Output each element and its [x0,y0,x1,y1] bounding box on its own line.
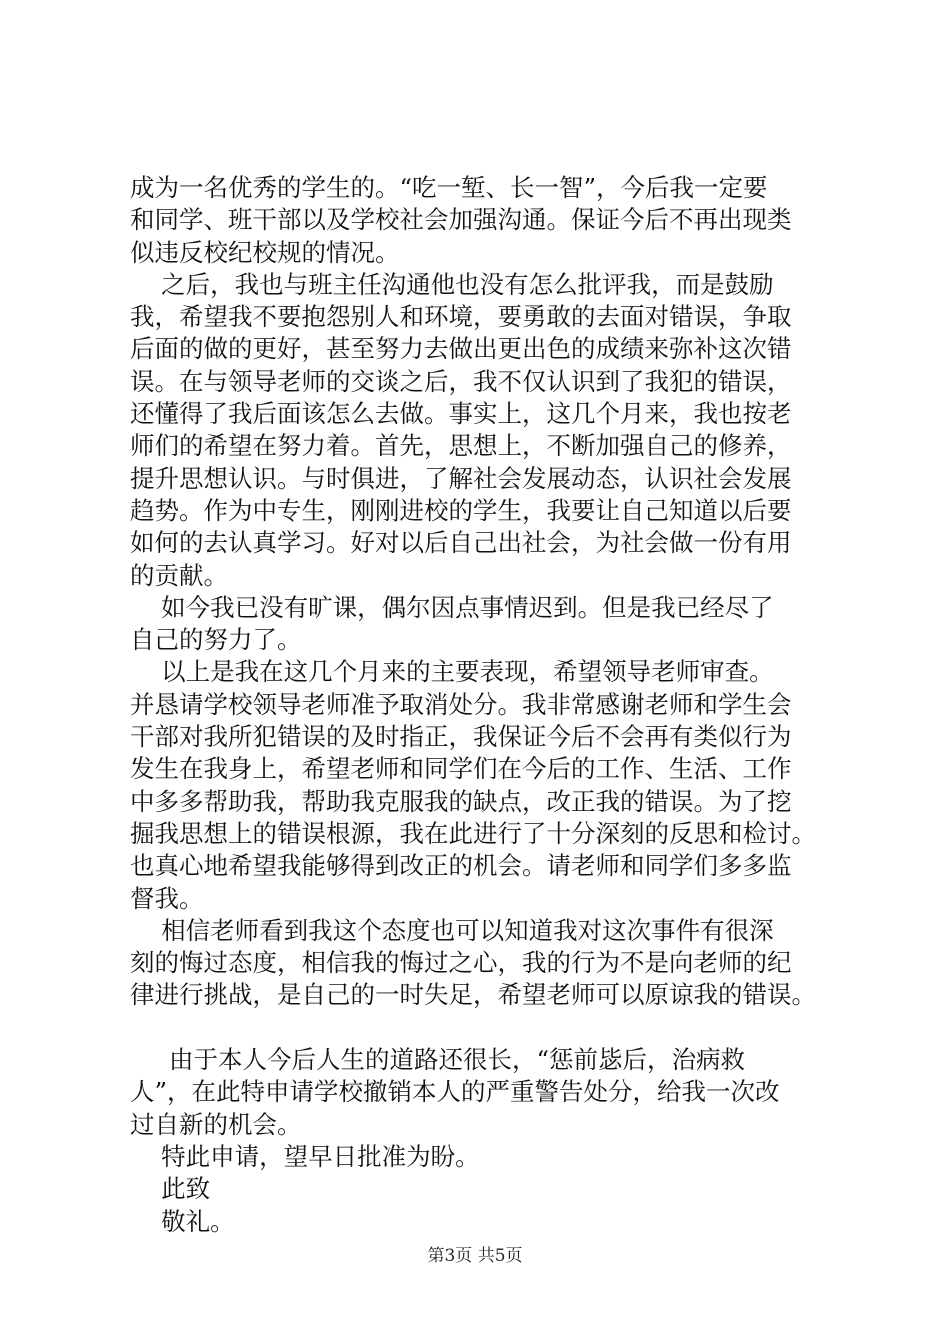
text-line: 的贡献。 [130,560,228,590]
text-line: 人”，在此特申请学校撤销本人的严重警告处分，给我一次改 [130,1077,780,1107]
text-line: 还懂得了我后面该怎么去做。事实上，这几个月来，我也按老 [130,399,792,429]
text-line: 中多多帮助我，帮助我克服我的缺点，改正我的错误。为了挖 [130,786,792,816]
text-line: 掘我思想上的错误根源，我在此进行了十分深刻的反思和检讨。 [130,818,816,848]
text-line: 律进行挑战，是自己的一时失足，希望老师可以原谅我的错误。 [130,980,816,1010]
text-line: 趋势。作为中专生，刚刚进校的学生，我要让自己知道以后要 [130,495,792,525]
text-line: 以上是我在这几个月来的主要表现，希望领导老师审查。 [130,657,774,687]
text-line: 后面的做的更好，甚至努力去做出更出色的成绩来弥补这次错 [130,334,792,364]
text-line: 也真心地希望我能够得到改正的机会。请老师和同学们多多监 [130,851,792,881]
text-line: 似违反校纪校规的情况。 [130,237,400,267]
text-line: 督我。 [130,883,204,913]
text-line: 发生在我身上，希望老师和同学们在今后的工作、生活、工作 [130,754,792,784]
text-line: 相信老师看到我这个态度也可以知道我对这次事件有很深 [130,915,774,945]
text-line: 由于本人今后人生的道路还很长，“惩前毖后，治病救 [130,1045,745,1075]
text-line: 提升思想认识。与时俱进，了解社会发展动态，认识社会发展 [130,463,792,493]
text-line: 刻的悔过态度，相信我的悔过之心，我的行为不是向老师的纪 [130,948,792,978]
text-line: 此致 [130,1174,211,1204]
text-line: 特此申请，望早日批准为盼。 [130,1141,480,1171]
blank-line [130,1012,860,1044]
text-line: 敬礼。 [130,1206,235,1236]
text-line: 自己的努力了。 [130,625,302,655]
text-line: 成为一名优秀的学生的。“吃一堑、长一智”，今后我一定要 [130,173,768,202]
text-line: 之后，我也与班主任沟通他也没有怎么批评我，而是鼓励 [130,269,774,299]
text-line: 和同学、班干部以及学校社会加强沟通。保证今后不再出现类 [130,205,792,235]
text-line: 并恳请学校领导老师准予取消处分。我非常感谢老师和学生会 [130,689,792,719]
text-line: 误。在与领导老师的交谈之后，我不仅认识到了我犯的错误， [130,366,792,396]
text-line: 过自新的机会。 [130,1109,302,1139]
text-line: 如何的去认真学习。好对以后自己出社会，为社会做一份有用 [130,528,792,558]
text-line: 师们的希望在努力着。首先，思想上，不断加强自己的修养， [130,431,792,461]
page-number-footer: 第3页 共5页 [427,1246,523,1266]
text-line: 我，希望我不要抱怨别人和环境，要勇敢的去面对错误，争取 [130,302,792,332]
text-line: 干部对我所犯错误的及时指正，我保证今后不会再有类似行为 [130,722,792,752]
text-line: 如今我已没有旷课，偶尔因点事情迟到。但是我已经尽了 [130,592,774,622]
document-body [130,172,860,1238]
